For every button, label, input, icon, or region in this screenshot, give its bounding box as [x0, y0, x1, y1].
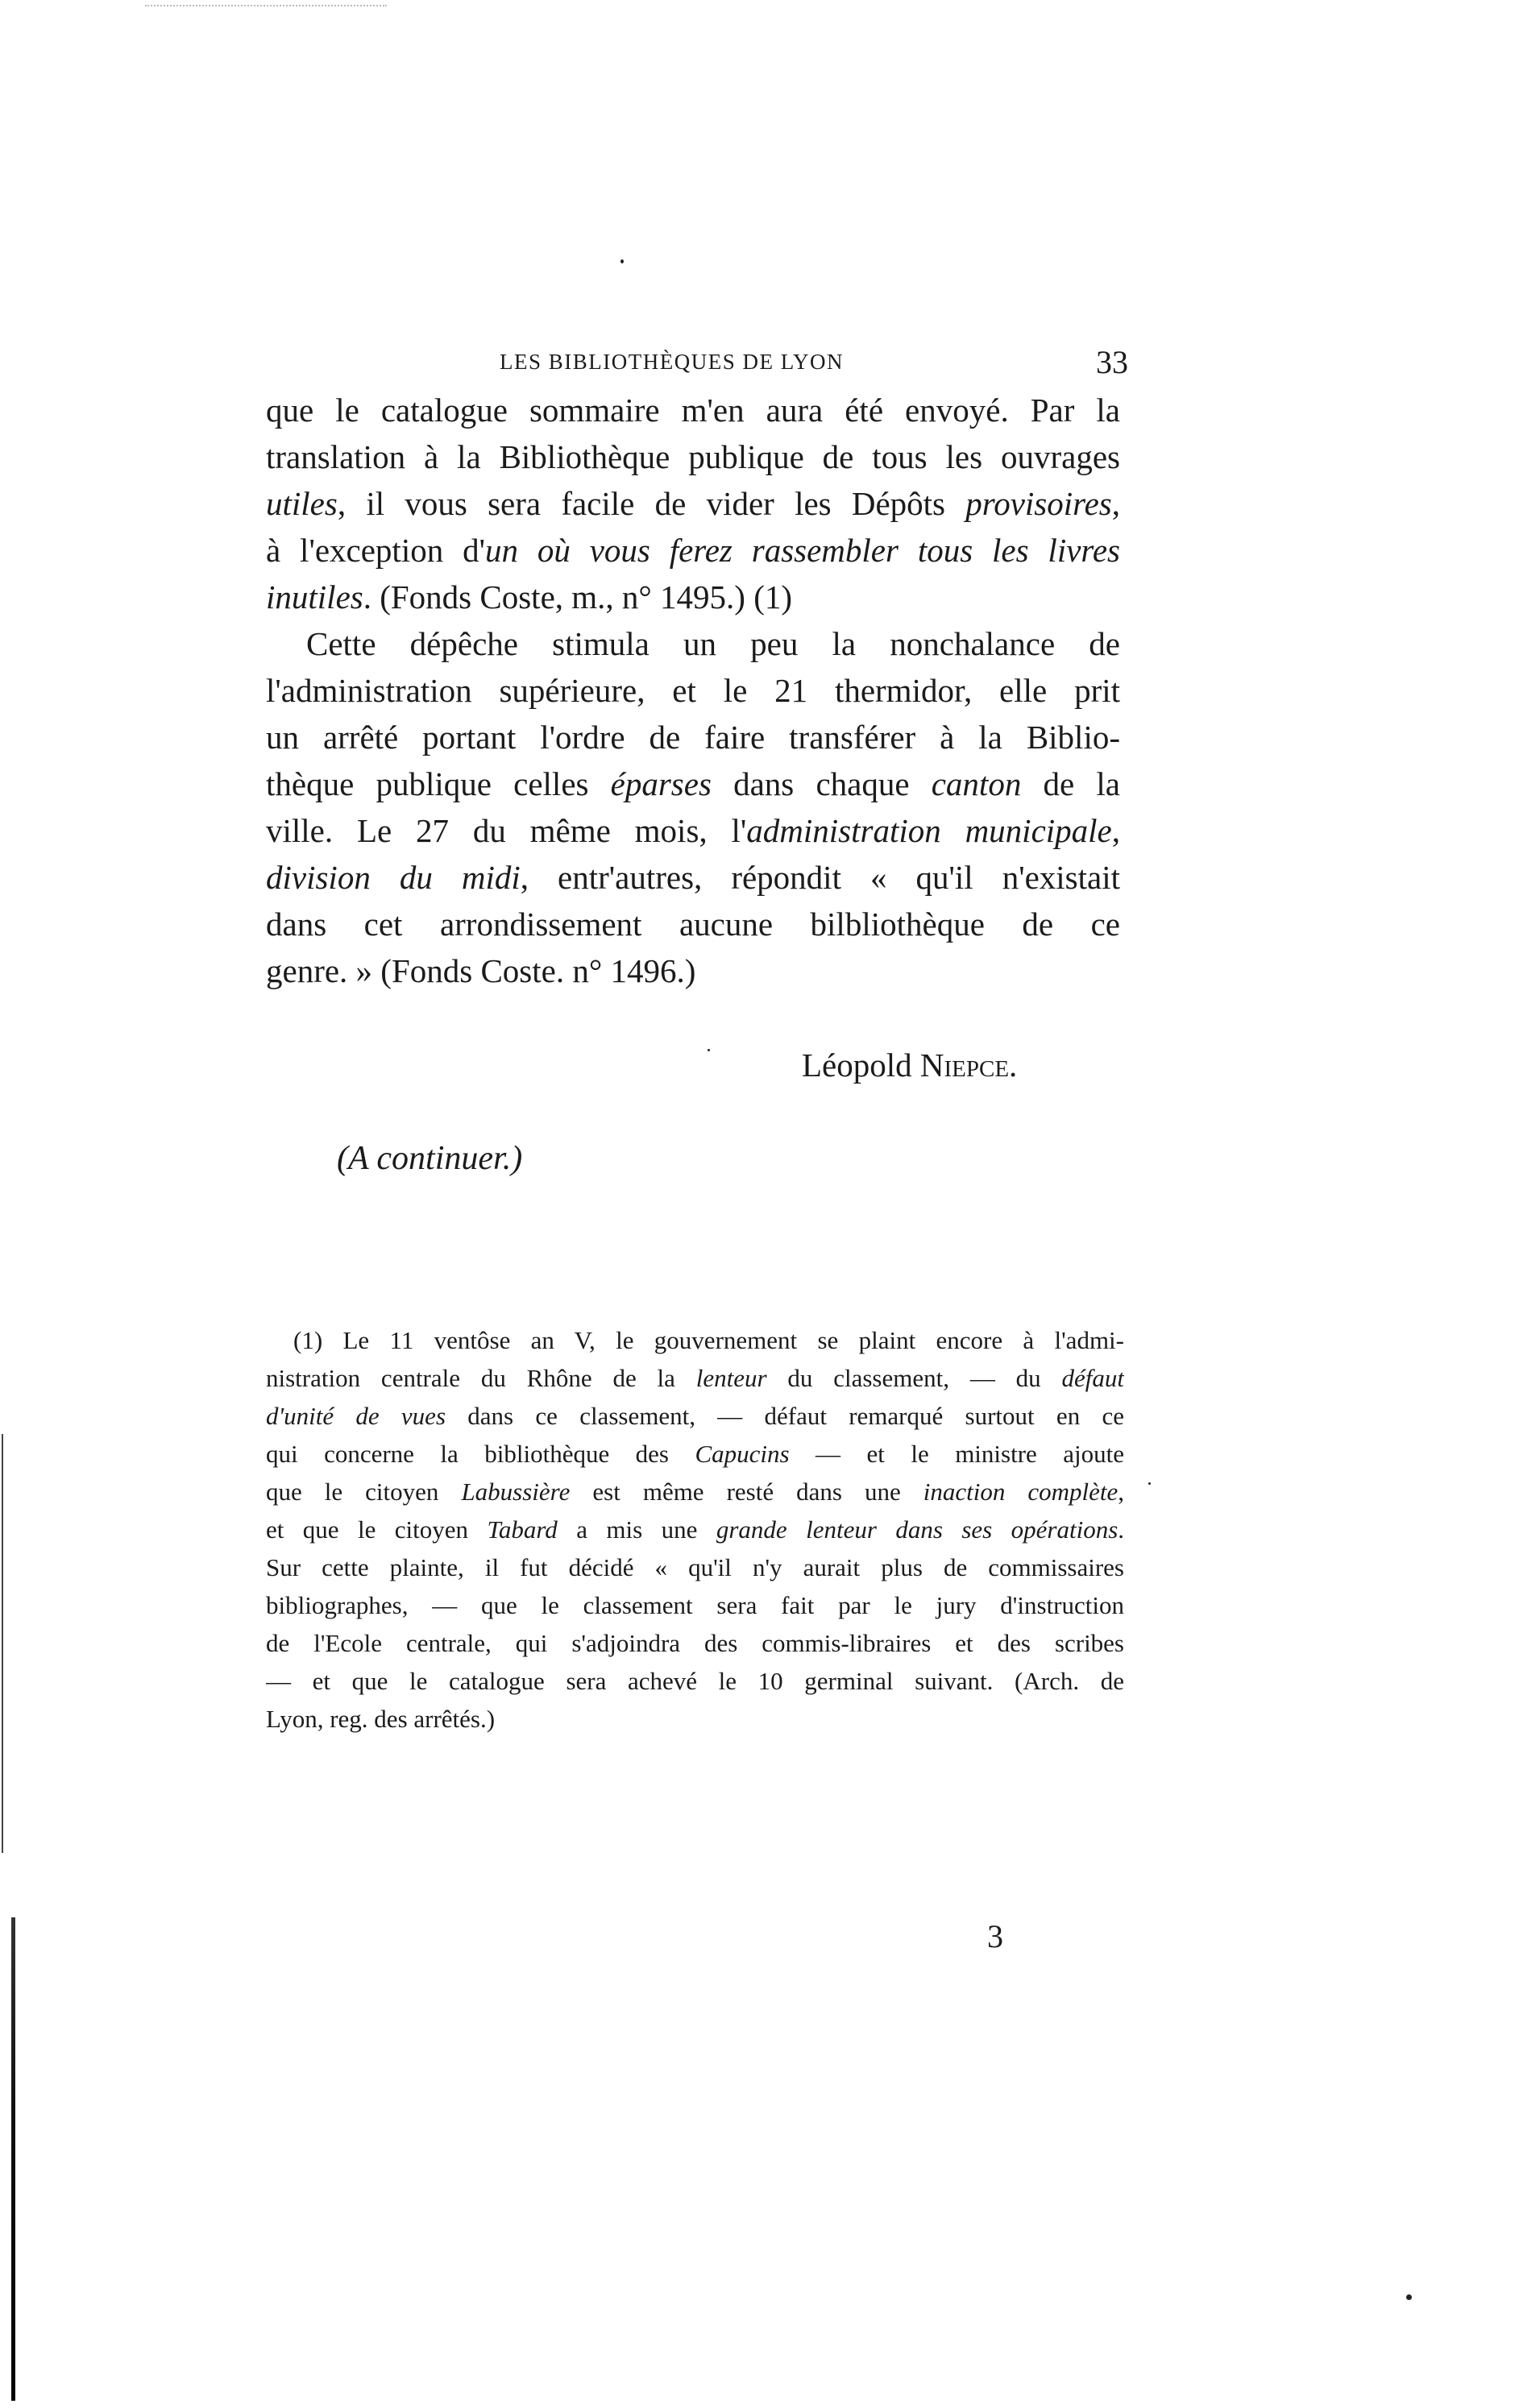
- text-run: genre. » (Fonds Coste. n° 1496.): [266, 952, 696, 989]
- footnote-line: [266, 1359, 1124, 1397]
- italic-text: Capucins: [695, 1440, 790, 1468]
- author-first-name: Léopold: [802, 1047, 920, 1084]
- italic-text: d'unité de vues: [266, 1402, 446, 1430]
- text-run: ville. Le 27 du même mois, l': [266, 812, 747, 849]
- printer-signature-mark: 3: [987, 1918, 1003, 1954]
- text-run: , entr'autres, répondit « qu'il n'existait: [520, 859, 1120, 896]
- page-number: 33: [1096, 344, 1128, 380]
- author-last-name: Niepce.: [919, 1047, 1018, 1084]
- text-run: . (Fonds Coste, m., n° 1495.) (1): [363, 578, 793, 615]
- text-run: Sur cette plainte, il fut décidé « qu'il n'y aurait plus de commissaires: [266, 1553, 1124, 1581]
- text-run: nistration centrale du Rhône de la: [266, 1364, 696, 1392]
- continuation-note: (A continuer.): [337, 1140, 523, 1177]
- italic-text: administration municipale: [746, 812, 1112, 849]
- footnote-line: [266, 1435, 1124, 1473]
- text-run: Cette dépêche stimula un peu la nonchalance de: [306, 625, 1120, 662]
- italic-text: utiles: [266, 485, 338, 522]
- italic-text: provisoires: [965, 485, 1112, 522]
- body-line: [266, 761, 1120, 807]
- text-run: thèque publique celles: [266, 765, 611, 802]
- body-line: [266, 527, 1120, 574]
- body-line: [266, 947, 1120, 994]
- italic-text: lenteur: [695, 1364, 767, 1392]
- text-run: .: [1118, 1515, 1124, 1544]
- text-run: un arrêté portant l'ordre de faire transférer à la Biblio-: [266, 719, 1120, 756]
- text-run: Lyon, reg. des arrêtés.): [266, 1705, 496, 1733]
- text-run: du classement, — du: [766, 1364, 1062, 1392]
- body-line: [266, 667, 1120, 714]
- footnote-line: [266, 1586, 1124, 1624]
- text-run: dans cet arrondissement aucune bilbliothèque de ce: [266, 906, 1120, 943]
- text-run: que le citoyen: [266, 1478, 462, 1506]
- text-run: ,: [1118, 1478, 1124, 1506]
- italic-text: Tabard: [487, 1515, 558, 1544]
- text-run: à l'exception d': [266, 532, 485, 569]
- running-title: LES BIBLIOTHÈQUES DE LYON: [500, 350, 845, 374]
- text-run: (1) Le 11 ventôse an V, le gouvernement se plaint encore à l'admi-: [293, 1326, 1124, 1354]
- text-run: dans ce classement, — défaut remarqué surtout en ce: [446, 1402, 1124, 1430]
- text-run: ,: [1111, 485, 1120, 522]
- footnote: [266, 1321, 1124, 1738]
- italic-text: éparses: [610, 765, 712, 802]
- running-header: [500, 343, 1128, 383]
- body-line: [266, 480, 1120, 527]
- body-line: [266, 901, 1120, 947]
- text-run: que le catalogue sommaire m'en aura été envoyé. Par la: [266, 392, 1120, 429]
- footnote-line: [266, 1624, 1124, 1662]
- body-line: [266, 574, 1120, 620]
- italic-text: Labussière: [461, 1478, 571, 1506]
- text-run: translation à la Bibliothèque publique de tous les ouvrages: [266, 438, 1120, 475]
- italic-text: inaction complète: [923, 1478, 1118, 1506]
- text-run: — et le ministre ajoute: [789, 1440, 1124, 1468]
- footnote-line: [266, 1511, 1124, 1548]
- scan-speck: [708, 1049, 710, 1051]
- text-run: qui concerne la bibliothèque des: [266, 1440, 695, 1468]
- text-run: et que le citoyen: [266, 1515, 488, 1544]
- footnote-line: [266, 1473, 1124, 1511]
- author-signature: [802, 1046, 1017, 1084]
- body-line: [266, 620, 1120, 667]
- footnote-line: [266, 1397, 1124, 1435]
- body-line: [266, 807, 1120, 854]
- scan-artifact-edge: [2, 1434, 3, 1853]
- scan-artifact-top: [145, 5, 387, 8]
- italic-text: grande lenteur dans ses opérations: [716, 1515, 1118, 1544]
- text-run: — et que le catalogue sera achevé le 10 germinal suivant. (Arch. de: [266, 1667, 1124, 1695]
- italic-text: défaut: [1061, 1364, 1124, 1392]
- scan-speck: [1148, 1482, 1151, 1485]
- body-line: [266, 433, 1120, 480]
- footnote-line: [266, 1662, 1124, 1700]
- scan-speck: [1406, 2294, 1412, 2300]
- text-run: est même resté dans une: [570, 1478, 923, 1506]
- text-run: ,: [1111, 812, 1120, 849]
- footnote-line: [266, 1548, 1124, 1586]
- text-run: l'administration supérieure, et le 21 thermidor, elle prit: [266, 672, 1120, 709]
- italic-text: division du midi: [266, 859, 521, 896]
- body-line: [266, 854, 1120, 901]
- text-run: dans chaque: [711, 765, 932, 802]
- footnote-line: [266, 1321, 1124, 1359]
- text-run: a mis une: [557, 1515, 716, 1544]
- footnote-line: [266, 1700, 1124, 1738]
- body-line: [266, 714, 1120, 761]
- body-paragraphs: [266, 387, 1120, 994]
- italic-text: canton: [931, 765, 1022, 802]
- italic-text: inutiles: [266, 578, 363, 615]
- scan-speck: [620, 259, 624, 263]
- body-line: [266, 387, 1120, 433]
- text-run: de la: [1021, 765, 1120, 802]
- scan-artifact-binding-edge: [11, 1917, 15, 2401]
- text-run: de l'Ecole centrale, qui s'adjoindra des commis-libraires et des scribes: [266, 1629, 1124, 1657]
- text-run: bibliographes, — que le classement sera fait par le jury d'instruction: [266, 1591, 1124, 1619]
- italic-text: un où vous ferez rassembler tous les livres: [484, 532, 1120, 569]
- text-run: , il vous sera facile de vider les Dépôts: [337, 485, 966, 522]
